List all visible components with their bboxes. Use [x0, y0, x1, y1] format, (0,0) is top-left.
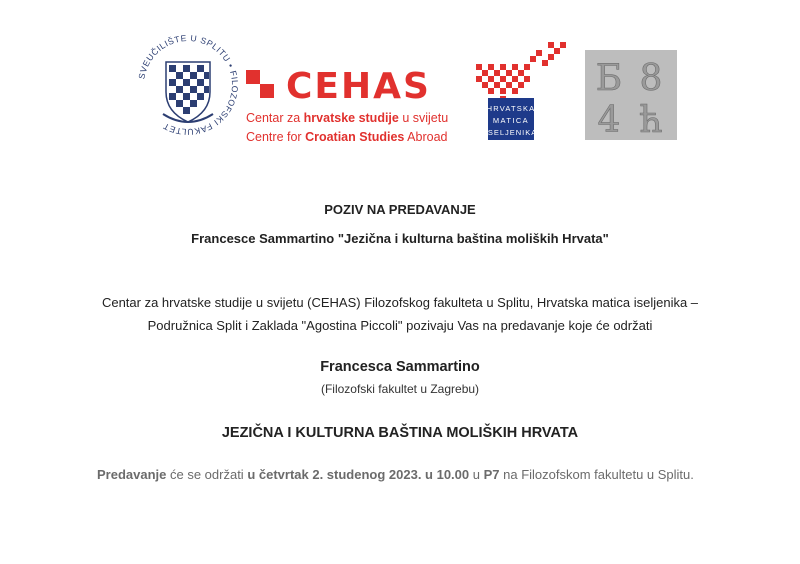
hmi-line3: ISELJENIKA [484, 128, 538, 137]
faculty-seal-logo [133, 30, 243, 140]
lecture-details: Predavanje će se održati u četvrtak 2. studenog 2023. u 10.00 u P7 na Filozofskom fakultetu u Splitu. [97, 467, 694, 482]
speaker-affiliation: (Filozofski fakultet u Zagrebu) [320, 382, 480, 396]
details-room: P7 [483, 467, 500, 482]
intro-line-1: Centar za hrvatske studije u svijetu (CEHAS) Filozofskog fakulteta u Splitu, Hrvatska matica iseljenika – [101, 295, 699, 310]
seal-ring-text: SVEUČILIŠTE U SPLITU • FILOZOFSKI FAKULTET [136, 32, 241, 138]
hmi-line2: MATICA [492, 116, 530, 125]
invitation-subtitle: Francesce Sammartino "Jezična i kulturna baština moliških Hrvata" [191, 231, 609, 246]
glyph-4: ћ [639, 100, 663, 140]
cehas-checker-icon [246, 70, 280, 104]
glyph-1: Б [595, 58, 623, 99]
glagolitic-tile-logo [585, 50, 677, 140]
intro-line-2: Podružnica Split i Zaklada "Agostina Piccoli" pozivaju Vas na predavanje koje će održati [147, 318, 653, 333]
cehas-subtitle-en: Centre for Croatian Studies Abroad [246, 130, 448, 144]
cehas-logo [244, 56, 454, 152]
cehas-subtitle-hr: Centar za hrvatske studije u svijetu [246, 111, 449, 125]
invitation-title: POZIV NA PREDAVANJE [324, 202, 476, 217]
glyph-2: 8 [639, 58, 663, 99]
lecture-title: JEZIČNA I KULTURNA BAŠTINA MOLIŠKIH HRVATA [221, 425, 579, 441]
details-date-time: u četvrtak 2. studenog 2023. u 10.00 [247, 467, 470, 482]
cehas-wordmark: CEHAS [286, 66, 431, 107]
speaker-name: Francesca Sammartino [320, 359, 480, 375]
hrvatska-matica-iseljenika-logo [474, 40, 569, 142]
glyph-3: 4 [597, 100, 621, 140]
hmi-line1: HRVATSKA [486, 104, 536, 113]
details-predavanje: Predavanje [97, 467, 167, 482]
